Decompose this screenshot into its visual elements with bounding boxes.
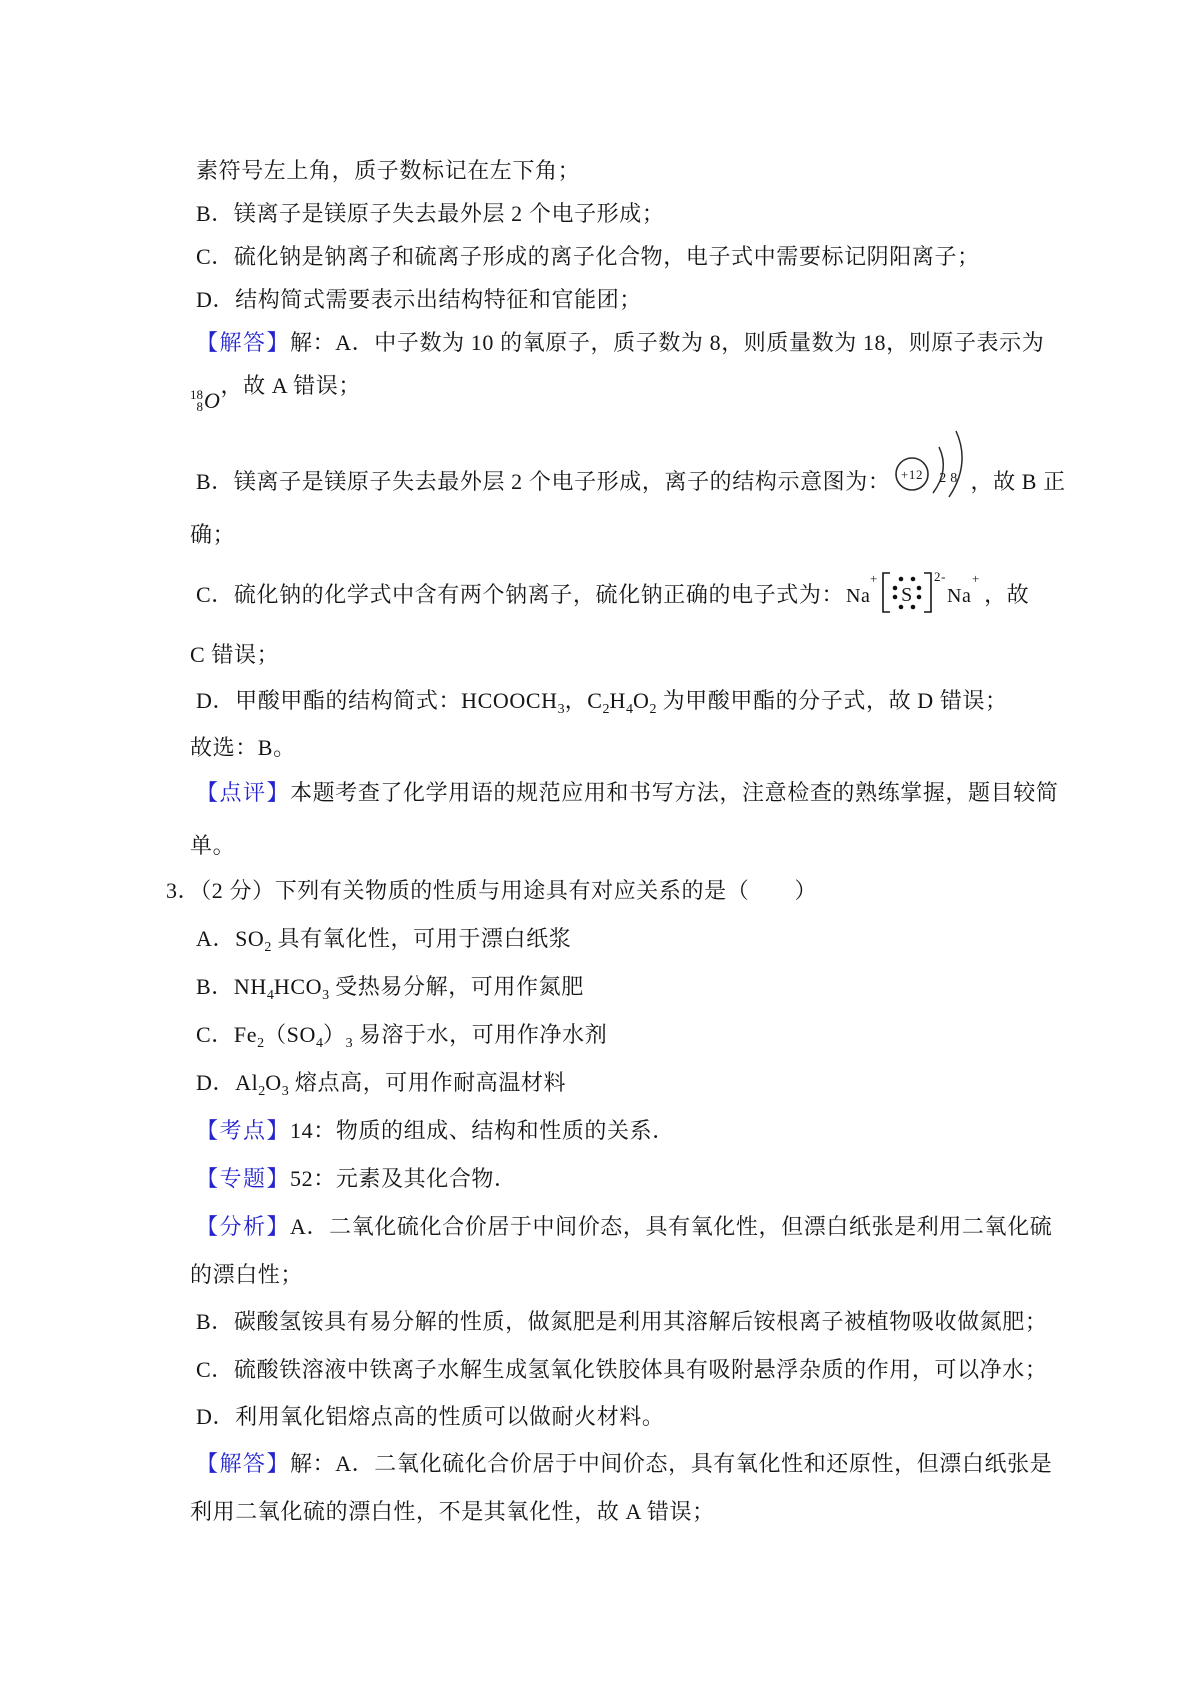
text-run: 解：A．二氧化硫化合价居于中间价态，具有氧化性和还原性，但漂白纸张是 xyxy=(290,1451,1053,1476)
text-run: D．甲酸甲酯的结构简式：HCOOCH xyxy=(196,688,558,713)
text-run: D．结构简式需要表示出结构特征和官能团； xyxy=(196,287,642,312)
text-run: 本题考查了化学用语的规范应用和书写方法，注意检查的熟练掌握，题目较简 xyxy=(290,780,1059,805)
text-run: 解：A．中子数为 10 的氧原子，质子数为 8，则质量数为 18，则原子表示为 xyxy=(290,330,1045,355)
text-run: 易溶于水，可用作净水剂 xyxy=(352,1022,608,1047)
atomic-number: 8 xyxy=(196,399,203,414)
section-label: 【分析】 xyxy=(196,1214,291,1239)
doc-line xyxy=(190,1259,1200,1291)
svg-text:8: 8 xyxy=(950,471,959,486)
chemical-subscript: 2 xyxy=(264,940,272,955)
doc-line xyxy=(196,1401,1200,1433)
svg-text:Na: Na xyxy=(947,585,972,607)
text-run: 单。 xyxy=(190,833,236,858)
text-run: 素符号左上角，质子数标记在左下角； xyxy=(196,158,581,183)
chemical-subscript: 2 xyxy=(258,1084,266,1099)
text-run: C．硫化钠的化学式中含有两个钠离子，硫化钠正确的电子式为： xyxy=(196,582,845,607)
text-run: 熔点高，可用作耐高温材料 xyxy=(288,1070,567,1095)
doc-line xyxy=(196,1019,1200,1051)
text-run: H xyxy=(609,688,626,713)
svg-text:Na: Na xyxy=(846,585,871,607)
isotope-number-stack xyxy=(190,389,203,413)
chemical-subscript: 3 xyxy=(345,1036,353,1051)
mass-number: 18 xyxy=(190,387,203,402)
section-label: 【解答】 xyxy=(196,1451,291,1476)
doc-line xyxy=(196,284,1200,316)
doc-line xyxy=(196,1163,1200,1195)
svg-text:S: S xyxy=(901,584,913,606)
doc-line xyxy=(196,241,1200,273)
doc-line xyxy=(196,971,1200,1003)
doc-line xyxy=(196,1115,1200,1147)
text-run: 52：元素及其化合物． xyxy=(290,1166,517,1191)
isotope-notation xyxy=(190,385,221,417)
text-run: 受热易分解，可用作氮肥 xyxy=(329,974,584,999)
text-run: 为甲酸甲酯的分子式，故 D 错误； xyxy=(656,688,1008,713)
doc-line xyxy=(196,327,1200,359)
section-label: 【考点】 xyxy=(196,1118,291,1143)
section-label: 【点评】 xyxy=(196,780,291,805)
svg-text:+12: +12 xyxy=(901,467,924,482)
svg-text:+: + xyxy=(870,571,879,586)
doc-line xyxy=(196,423,1200,501)
section-label: 【专题】 xyxy=(196,1166,291,1191)
chemical-subscript: 3 xyxy=(281,1084,289,1099)
text-run: C 错误； xyxy=(190,642,280,667)
text-run: C．硫酸铁溶液中铁离子水解生成氢氧化铁胶体具有吸附悬浮杂质的作用，可以净水； xyxy=(196,1357,1048,1382)
text-run: O xyxy=(265,1070,282,1095)
section-label: 【解答】 xyxy=(196,330,291,355)
doc-line xyxy=(196,1448,1200,1480)
doc-line xyxy=(196,777,1200,809)
chemical-subscript: 2 xyxy=(602,702,610,717)
magnesium-ion-structure-diagram xyxy=(890,423,970,501)
doc-line xyxy=(190,830,1200,862)
text-run: A．SO xyxy=(196,926,265,951)
svg-text:2-: 2- xyxy=(934,569,947,584)
text-run: B．镁离子是镁原子失去最外层 2 个电子形成，离子的结构示意图为： xyxy=(196,469,891,494)
text-run: 14：物质的组成、结构和性质的关系． xyxy=(290,1118,675,1143)
doc-line xyxy=(190,639,1200,671)
text-run: 的漂白性； xyxy=(190,1262,304,1287)
text-run: ，C xyxy=(564,688,603,713)
chemical-subscript: 2 xyxy=(257,1036,265,1051)
doc-line xyxy=(190,732,1200,764)
doc-line xyxy=(166,875,1200,907)
text-run: 具有氧化性，可用于漂白纸浆 xyxy=(271,926,572,951)
doc-line xyxy=(190,1496,1200,1528)
chemical-subscript: 3 xyxy=(557,702,565,717)
text-run: ，故 A 错误； xyxy=(220,373,361,398)
doc-line xyxy=(196,1354,1200,1386)
text-run: ，故 B 正 xyxy=(970,469,1066,494)
text-run: B．镁离子是镁原子失去最外层 2 个电子形成； xyxy=(196,201,665,226)
chemical-subscript: 4 xyxy=(266,988,274,1003)
text-run: C．Fe xyxy=(196,1022,258,1047)
chemical-subscript: 2 xyxy=(649,702,657,717)
text-run: ，故 xyxy=(984,582,1030,607)
doc-line xyxy=(190,519,1200,551)
chemical-subscript: 4 xyxy=(625,702,633,717)
doc-line xyxy=(196,1067,1200,1099)
text-run: 确； xyxy=(190,522,236,547)
doc-line xyxy=(196,198,1200,230)
text-run: C．硫化钠是钠离子和硫离子形成的离子化合物，电子式中需要标记阴阳离子； xyxy=(196,244,980,269)
text-run: 故选：B。 xyxy=(190,735,296,760)
svg-text:+: + xyxy=(972,571,981,586)
doc-line xyxy=(196,923,1200,955)
svg-text:2: 2 xyxy=(939,471,948,486)
text-run: D．利用氧化铝熔点高的性质可以做耐火材料。 xyxy=(196,1404,665,1429)
doc-line xyxy=(196,565,1200,617)
text-run: B．NH xyxy=(196,974,267,999)
sodium-sulfide-electron-formula xyxy=(844,565,984,617)
doc-line xyxy=(190,370,1200,417)
doc-line xyxy=(196,1306,1200,1338)
text-run: 利用二氧化硫的漂白性，不是其氧化性，故 A 错误； xyxy=(190,1499,715,1524)
chemical-subscript: 4 xyxy=(316,1036,324,1051)
doc-line xyxy=(196,1211,1200,1243)
text-run: （SO xyxy=(264,1022,317,1047)
doc-line xyxy=(196,155,1200,187)
text-run: ） xyxy=(323,1022,346,1047)
doc-line xyxy=(196,685,1200,717)
chemical-subscript: 3 xyxy=(322,988,330,1003)
text-run: B．碳酸氢铵具有易分解的性质，做氮肥是利用其溶解后铵根离子被植物吸收做氮肥； xyxy=(196,1309,1048,1334)
text-run: HCO xyxy=(273,974,323,999)
text-run: O xyxy=(632,688,650,713)
element-symbol: O xyxy=(204,388,221,413)
text-run: A．二氧化硫化合价居于中间价态，具有氧化性，但漂白纸张是利用二氧化硫 xyxy=(290,1214,1053,1239)
text-run: 3．（2 分）下列有关物质的性质与用途具有对应关系的是（ ） xyxy=(166,878,818,903)
text-run: D．Al xyxy=(196,1070,259,1095)
